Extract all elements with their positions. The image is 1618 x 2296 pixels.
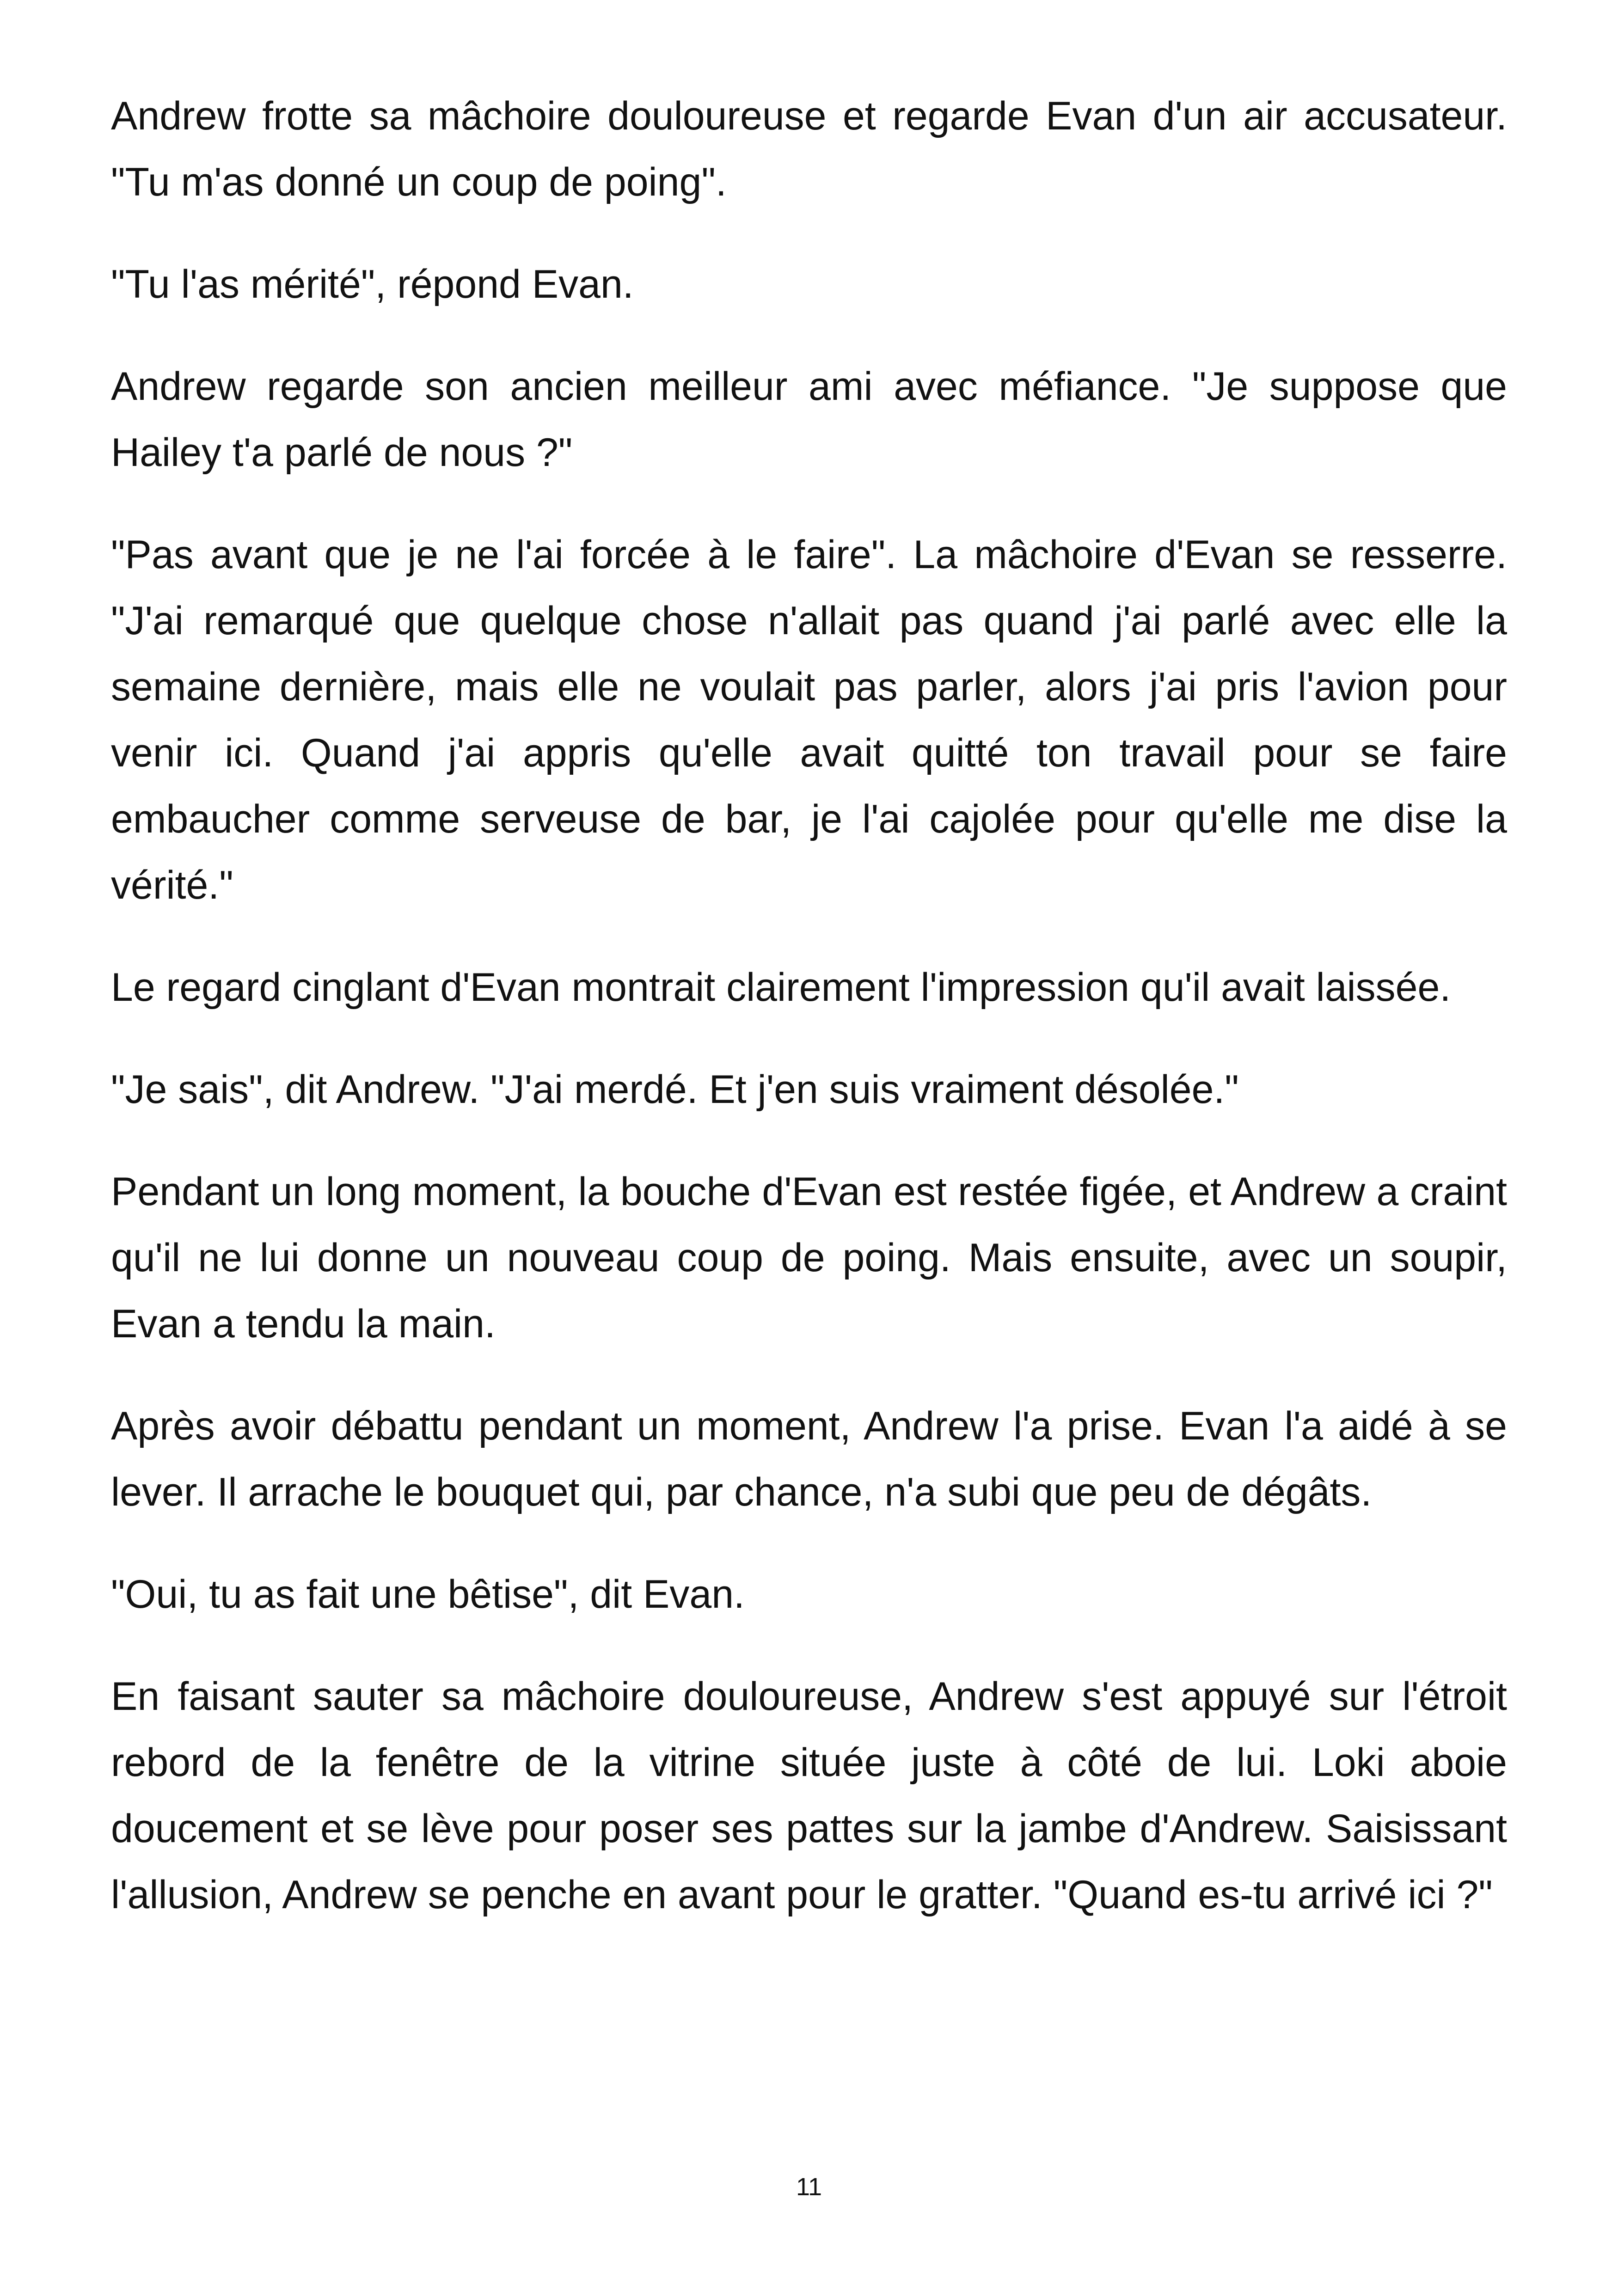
paragraph: "Pas avant que je ne l'ai forcée à le faire". La mâchoire d'Evan se resserre. "J'ai remarqué que quelque chose n'allait pas quand j'ai parlé avec elle la semaine dernière, mais elle ne voulait pas parler, alors j'ai pris l'avion pour venir ici. Quand j'ai appris qu'elle avait quitté ton travail pour se faire embaucher comme serveuse de bar, je l'ai cajolée pour qu'elle me dise la vérité." (111, 533, 1507, 907)
paragraph: En faisant sauter sa mâchoire douloureuse, Andrew s'est appuyé sur l'étroit rebord de la fenêtre de la vitrine située juste à côté de lui. Loki aboie doucement et se lève pour poser ses pattes sur la jambe d'Andrew. Saisissant l'allusion, Andrew se penche en avant pour le gratter. "Quand es-tu arrivé ici ?" (111, 1674, 1507, 1917)
paragraph: "Je sais", dit Andrew. "J'ai merdé. Et j'en suis vraiment désolée." (111, 1067, 1239, 1112)
paragraph: Andrew frotte sa mâchoire douloureuse et regarde Evan d'un air accusateur. "Tu m'as donné un coup de poing". (111, 94, 1507, 204)
paragraph: "Tu l'as mérité", répond Evan. (111, 262, 634, 306)
paragraph: Andrew regarde son ancien meilleur ami avec méfiance. "Je suppose que Hailey t'a parlé de nous ?" (111, 364, 1507, 475)
page-body (111, 83, 1507, 1964)
page-number: 11 (796, 2173, 822, 2201)
paragraph: "Oui, tu as fait une bêtise", dit Evan. (111, 1572, 745, 1616)
paragraph: Pendant un long moment, la bouche d'Evan est restée figée, et Andrew a craint qu'il ne lui donne un nouveau coup de poing. Mais ensuite, avec un soupir, Evan a tendu la main. (111, 1169, 1507, 1346)
paragraph: Le regard cinglant d'Evan montrait clairement l'impression qu'il avait laissée. (111, 965, 1451, 1010)
paragraph: Après avoir débattu pendant un moment, Andrew l'a prise. Evan l'a aidé à se lever. Il arrache le bouquet qui, par chance, n'a subi que peu de dégâts. (111, 1404, 1507, 1514)
